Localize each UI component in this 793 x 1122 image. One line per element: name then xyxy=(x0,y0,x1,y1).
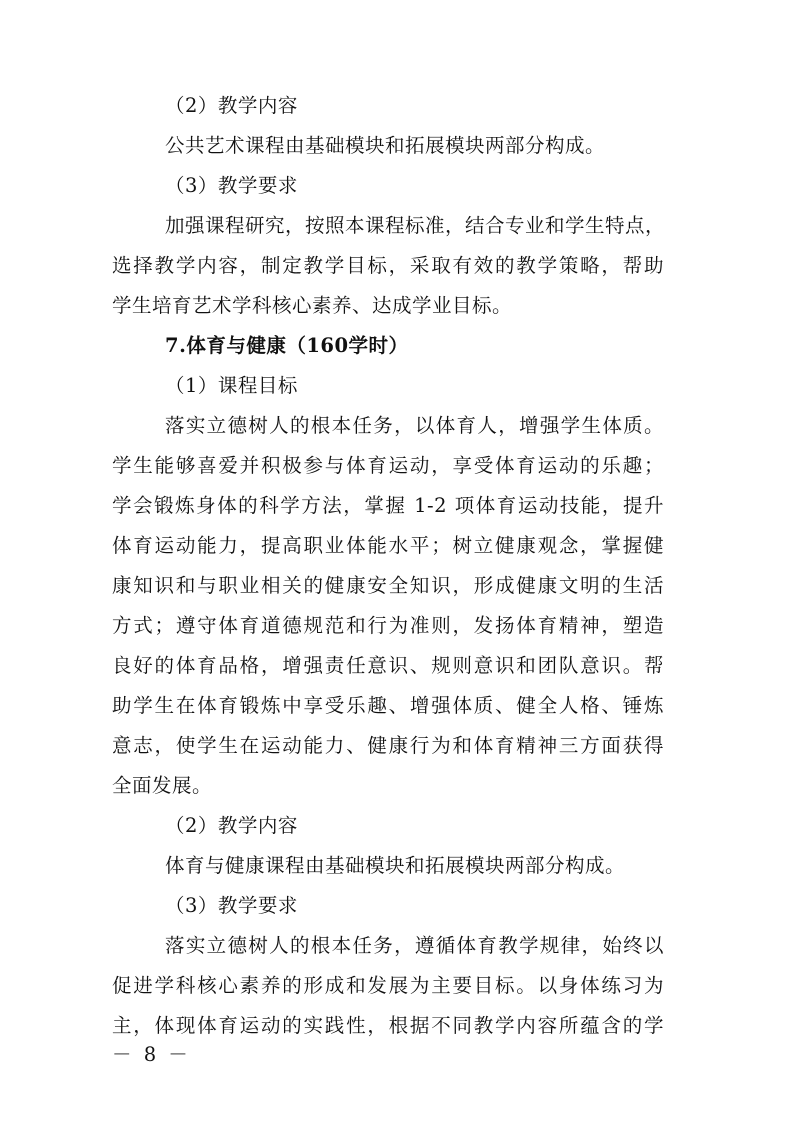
paragraph-line: 学生能够喜爱并积极参与体育运动，享受体育运动的乐趣； xyxy=(112,454,664,477)
paragraph-line: 学生培育艺术学科核心素养、达成学业目标。 xyxy=(112,294,513,317)
paragraph-line: 意志，使学生在运动能力、健康行为和体育精神三方面获得 xyxy=(112,734,664,757)
paragraph-line: 全面发展。 xyxy=(112,774,213,797)
subheading: （3）教学要求 xyxy=(165,894,298,917)
paragraph-line: 体育运动能力，提高职业体能水平；树立健康观念，掌握健 xyxy=(112,534,664,557)
paragraph-line: 促进学科核心素养的形成和发展为主要目标。以身体练习为 xyxy=(112,974,664,997)
section-heading: 7.体育与健康（160学时） xyxy=(165,334,409,357)
paragraph-line: 加强课程研究，按照本课程标准，结合专业和学生特点， xyxy=(165,214,666,237)
paragraph-line: 助学生在体育锻炼中享受乐趣、增强体质、健全人格、锤炼 xyxy=(112,694,664,717)
paragraph-line: 方式；遵守体育道德规范和行为准则，发扬体育精神，塑造 xyxy=(112,614,664,637)
subheading: （2）教学内容 xyxy=(165,814,298,837)
paragraph-line: 落实立德树人的根本任务，遵循体育教学规律，始终以 xyxy=(165,934,664,957)
paragraph-line: 主，体现体育运动的实践性，根据不同教学内容所蕴含的学 xyxy=(112,1014,664,1037)
subheading: （2）教学内容 xyxy=(165,94,298,117)
subheading: （1）课程目标 xyxy=(165,374,298,397)
page-number: － 8 － xyxy=(112,1043,191,1066)
paragraph-line: 学会锻炼身体的科学方法，掌握 1-2 项体育运动技能，提升 xyxy=(112,494,664,517)
paragraph-line: 选择教学内容，制定教学目标，采取有效的教学策略，帮助 xyxy=(112,254,664,277)
paragraph-line: 康知识和与职业相关的健康安全知识，形成健康文明的生活 xyxy=(112,574,664,597)
subheading: （3）教学要求 xyxy=(165,174,298,197)
paragraph-line: 公共艺术课程由基础模块和拓展模块两部分构成。 xyxy=(165,134,606,157)
paragraph-line: 良好的体育品格，增强责任意识、规则意识和团队意识。帮 xyxy=(112,654,664,677)
paragraph-line: 落实立德树人的根本任务，以体育人，增强学生体质。 xyxy=(165,414,664,437)
paragraph-line: 体育与健康课程由基础模块和拓展模块两部分构成。 xyxy=(165,854,626,877)
